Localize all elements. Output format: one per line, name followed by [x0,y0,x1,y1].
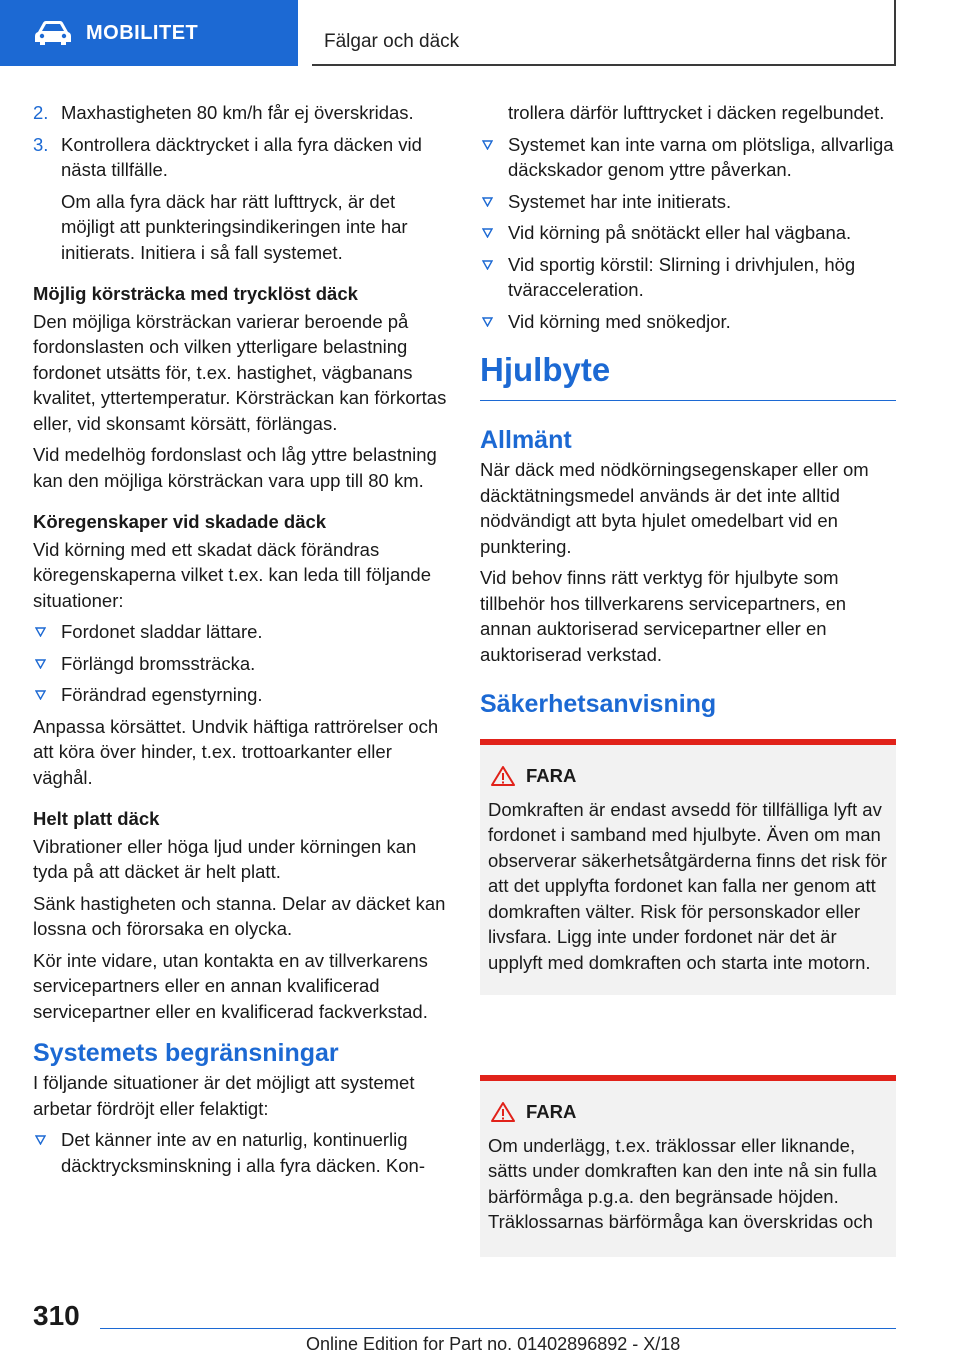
safety-heading: Säkerhetsanvisning [480,690,717,718]
triangle-bullet-icon [482,140,493,150]
general-heading: Allmänt [480,426,572,454]
continued-text: trollera därför lufttrycket i däcken regelbundet. [508,102,885,123]
list-item [33,1127,451,1178]
list-item [33,651,451,677]
list-item [480,220,896,246]
danger-title-row [488,1099,888,1125]
chapter-title: Fälgar och däck [324,31,460,52]
damaged-intro: Vid körning med ett skadat däck förändras köregenskaperna vilket t.ex. kan leda till följande situationer: [33,538,431,611]
triangle-bullet-icon [482,228,493,238]
footer-divider [100,1328,896,1329]
list-item [480,189,896,215]
danger-title: FARA [526,1101,577,1122]
triangle-bullet-icon [35,1135,46,1145]
flat-paragraph: Sänk hastigheten och stanna. Delar av däcket kan lossna och förorsaka en olycka. [33,892,446,939]
triangle-bullet-icon [482,197,493,207]
left-column [33,100,451,1184]
chapter-section-title: Hjulbyte [480,350,896,401]
footer-edition: Online Edition for Part no. 01402896892 - X/18 [306,1334,681,1354]
step-text: Maxhastigheten 80 km/h får ej överskridas. [61,102,414,123]
limits-intro: I följande situationer är det möjligt att systemet arbetar fördröjt eller felaktigt: [33,1072,415,1119]
step-number: 3. [33,133,49,155]
list-item [33,682,451,708]
list-item-text: Fordonet sladdar lättare. [61,621,263,642]
danger-title-row [488,763,888,789]
step-item [33,100,451,126]
list-item-text: Det känner inte av en naturlig, kontinuerlig däcktrycksminskning i alla fyra däcken. Kon- [61,1129,425,1176]
general-paragraph: När däck med nödkörningsegenskaper eller om däcktätningsmedel används är det inte alltid nödvändigt att byta hjulet omedelbart vid en punktering. [480,459,869,557]
list-item-text: Förlängd bromssträcka. [61,652,256,674]
triangle-bullet-icon [482,260,493,270]
right-column [480,100,896,1232]
general-paragraph: Vid behov finns rätt verktyg för hjulbyte som tillbehör hos tillverkarens servicepartners, en annan auktoriserad servicepartner eller en auktoriserad verkstad. [480,567,847,665]
danger-text: Om underlägg, t.ex. träklossar eller liknande, sätts under domkraften kan den inte nå sin fulla bärförmåga p.g.a. den begränsade höjden. Träklossarnas bärförmåga kan överskridas och [488,1134,877,1232]
limits-list [33,1127,451,1178]
triangle-bullet-icon [35,659,46,669]
danger-title: FARA [526,765,577,786]
list-item-text: Systemet kan inte varna om plötsliga, allvarliga däckskador genom yttre påverkan. [508,133,894,180]
numbered-steps [33,100,451,265]
list-item [480,252,896,303]
limits-heading: Systemets begränsningar [33,1039,339,1067]
damaged-list [33,619,451,708]
triangle-bullet-icon [35,690,46,700]
car-icon [34,20,72,46]
section-label: MOBILITET [86,21,199,44]
triangle-bullet-icon [482,317,493,327]
range-paragraph: Vid medelhög fordonslast och låg yttre belastning kan den möjliga körsträckan vara upp till 80 km. [33,444,437,491]
list-item [480,309,896,335]
danger-box [480,739,896,995]
danger-text: Domkraften är endast avsedd för tillfälliga lyft av fordonet i samband med hjulbyte. Även om man observerar säkerhetsåtgärderna finns det risk för att det upplyfta fordonet kan falla ner genom att domkraften välter. Risk för personskador eller livsfara. Ligg inte under fordonet när det är upplyft med domkraften och starta inte motorn. [488,798,887,973]
warning-triangle-icon [490,765,516,787]
list-item-text: Förändrad egenstyrning. [61,684,263,705]
list-item [33,619,451,645]
flat-paragraph: Vibrationer eller höga ljud under körningen kan tyda på att däcket är helt platt. [33,835,417,882]
range-paragraph: Den möjliga körsträckan varierar beroende på fordonslasten och vilken ytterligare belastning fordonet utsätts för, t.ex. hastighet, vägbanans kvalitet, yttertemperatur. Körsträckan kan förkortas eller, vid skonsamt körsätt, förlängas. [33,310,447,434]
chapter-header [312,0,896,66]
damaged-heading: Köregenskaper vid skadade däck [33,511,327,532]
triangle-bullet-icon [35,627,46,637]
warning-triangle-icon [490,1101,516,1123]
flat-heading: Helt platt däck [33,808,160,829]
step-number: 2. [33,102,49,123]
damaged-after: Anpassa körsättet. Undvik häftiga rattrörelser och att köra över hinder, t.ex. trottoarkanter eller väghål. [33,715,439,788]
list-item-text: Systemet har inte initierats. [508,190,732,212]
range-heading: Möjlig körsträcka med trycklöst däck [33,283,358,304]
list-item [480,132,896,183]
step-item [33,132,451,266]
flat-paragraph: Kör inte vidare, utan kontakta en av tillverkarens servicepartners eller en annan kvalificerad servicepartner eller en kvalificerad fackverkstad. [33,949,428,1022]
step-subtext: Om alla fyra däck har rätt lufttryck, är det möjligt att punkteringsindikeringen inte har initierats. Initiera i så fall systemet. [61,190,408,263]
list-item-text: Vid körning på snötäckt eller hal vägbana. [508,222,852,243]
limits-list-continued [480,132,896,335]
danger-box [480,1075,896,1257]
section-tab [0,0,298,66]
page-number: 310 [33,1300,80,1331]
step-text: Kontrollera däcktrycket i alla fyra däcken vid nästa tillfälle. [61,133,422,180]
list-item-text: Vid körning med snökedjor. [508,310,731,332]
list-item-text: Vid sportig körstil: Slirning i drivhjulen, hög tväracceleration. [508,253,856,300]
